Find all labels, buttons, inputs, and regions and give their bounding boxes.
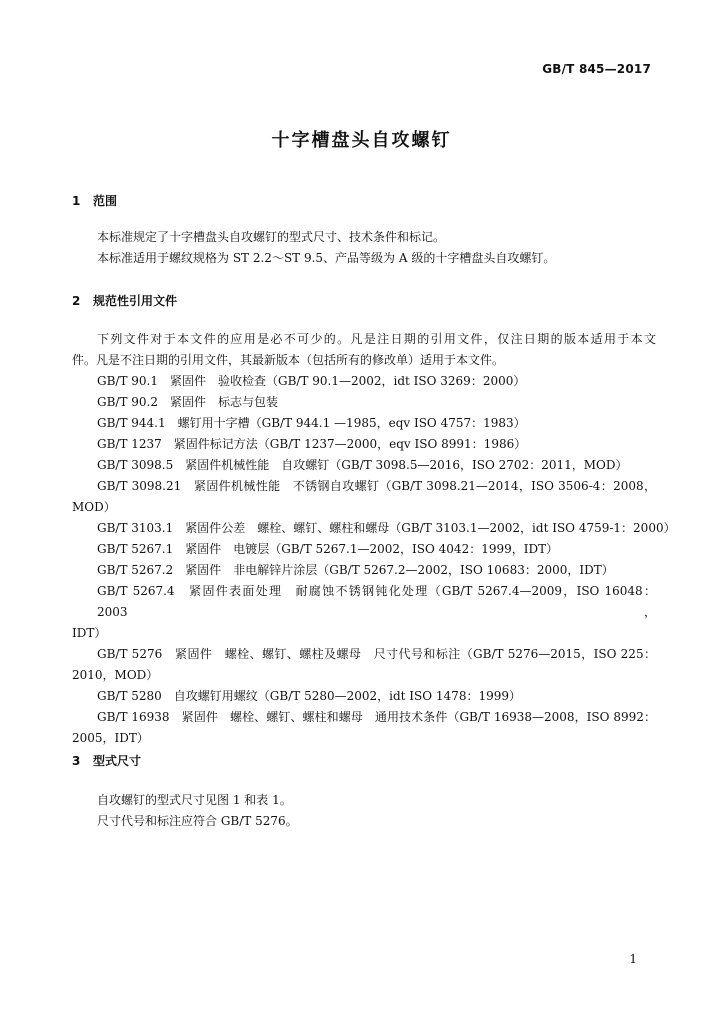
reference-line: GB/T 3098.5 紧固件机械性能 自攻螺钉（GB/T 3098.5—2016，ISO 2702：2011，MOD） bbox=[97, 458, 628, 472]
reference-line: GB/T 944.1 螺钉用十字槽（GB/T 944.1 —1985，eqv ISO 4757：1983） bbox=[97, 416, 526, 430]
reference-item bbox=[72, 455, 656, 476]
reference-line: GB/T 3103.1 紧固件公差 螺栓、螺钉、螺柱和螺母（GB/T 3103.1—2002，idt ISO 4759-1：2000） bbox=[97, 521, 676, 535]
reference-line: GB/T 90.2 紧固件 标志与包装 bbox=[97, 395, 278, 409]
reference-item bbox=[72, 392, 656, 413]
section-title: 规范性引用文件 bbox=[93, 294, 178, 308]
reference-line: GB/T 5267.1 紧固件 电镀层（GB/T 5267.1—2002，ISO 4042：1999，IDT） bbox=[97, 542, 559, 556]
reference-line: GB/T 5276 紧固件 螺栓、螺钉、螺柱及螺母 尺寸代号和标注（GB/T 5276—2015，ISO 225： bbox=[97, 647, 656, 661]
reference-item bbox=[72, 644, 656, 686]
section-number: 3 bbox=[72, 754, 81, 768]
section-number: 1 bbox=[72, 194, 81, 208]
reference-item bbox=[72, 413, 656, 434]
paragraph-line: 件。凡是不注日期的引用文件，其最新版本（包括所有的修改单）适用于本文件。 bbox=[72, 353, 505, 367]
reference-item bbox=[72, 560, 656, 581]
reference-item bbox=[72, 686, 656, 707]
section-2-heading bbox=[72, 292, 177, 309]
reference-line: GB/T 1237 紧固件标记方法（GB/T 1237—2000，eqv ISO 8991：1986） bbox=[97, 437, 527, 451]
reference-line: GB/T 16938 紧固件 螺栓、螺钉、螺柱和螺母 通用技术条件（GB/T 16938—2008，ISO 8992： bbox=[97, 710, 656, 724]
paragraph-line: 下列文件对于本文件的应用是必不可少的。凡是注日期的引用文件，仅注日期的版本适用于本文 bbox=[97, 332, 656, 346]
section-title: 范围 bbox=[93, 194, 118, 208]
reference-item bbox=[72, 476, 656, 518]
reference-line-continued: 2010，MOD） bbox=[72, 668, 159, 682]
section-2-intro bbox=[72, 329, 656, 371]
reference-line-continued: 2005，IDT） bbox=[72, 731, 149, 745]
reference-item bbox=[72, 518, 676, 539]
section-1-body bbox=[72, 227, 656, 269]
standard-code: GB/T 845—2017 bbox=[542, 62, 651, 76]
page-number: 1 bbox=[629, 952, 637, 966]
section-number: 2 bbox=[72, 294, 81, 308]
section-3-body bbox=[72, 790, 656, 832]
document-title: 十字槽盘头自攻螺钉 bbox=[271, 130, 452, 151]
paragraph-line: 本标准规定了十字槽盘头自攻螺钉的型式尺寸、技术条件和标记。 bbox=[97, 230, 446, 244]
paragraph-line: 尺寸代号和标注应符合 GB/T 5276。 bbox=[97, 814, 298, 828]
paragraph-line: 自攻螺钉的型式尺寸见图 1 和表 1。 bbox=[97, 793, 292, 807]
reference-item bbox=[72, 581, 656, 644]
reference-line: GB/T 3098.21 紧固件机械性能 不锈钢自攻螺钉（GB/T 3098.21—2014，ISO 3506-4：2008， bbox=[97, 479, 656, 493]
reference-line: GB/T 5267.2 紧固件 非电解锌片涂层（GB/T 5267.2—2002，ISO 10683：2000，IDT） bbox=[97, 563, 614, 577]
reference-item bbox=[72, 434, 656, 455]
reference-line: GB/T 90.1 紧固件 验收检查（GB/T 90.1—2002，idt ISO 3269：2000） bbox=[97, 374, 526, 388]
reference-item bbox=[72, 539, 656, 560]
reference-item bbox=[72, 371, 656, 392]
section-3-heading bbox=[72, 752, 141, 769]
section-1-heading bbox=[72, 192, 117, 209]
paragraph-line: 本标准适用于螺纹规格为 ST 2.2～ST 9.5、产品等级为 A 级的十字槽盘头自攻螺钉。 bbox=[97, 251, 556, 265]
reference-line: GB/T 5267.4 紧固件表面处理 耐腐蚀不锈钢钝化处理（GB/T 5267.4—2009，ISO 16048：2003， bbox=[97, 584, 656, 619]
reference-line-continued: IDT） bbox=[72, 626, 107, 640]
section-title: 型式尺寸 bbox=[93, 754, 142, 768]
reference-line: GB/T 5280 自攻螺钉用螺纹（GB/T 5280—2002，idt ISO 1478：1999） bbox=[97, 689, 521, 703]
reference-item bbox=[72, 707, 656, 749]
reference-line-continued: MOD） bbox=[72, 500, 116, 514]
normative-references-list bbox=[72, 371, 676, 749]
